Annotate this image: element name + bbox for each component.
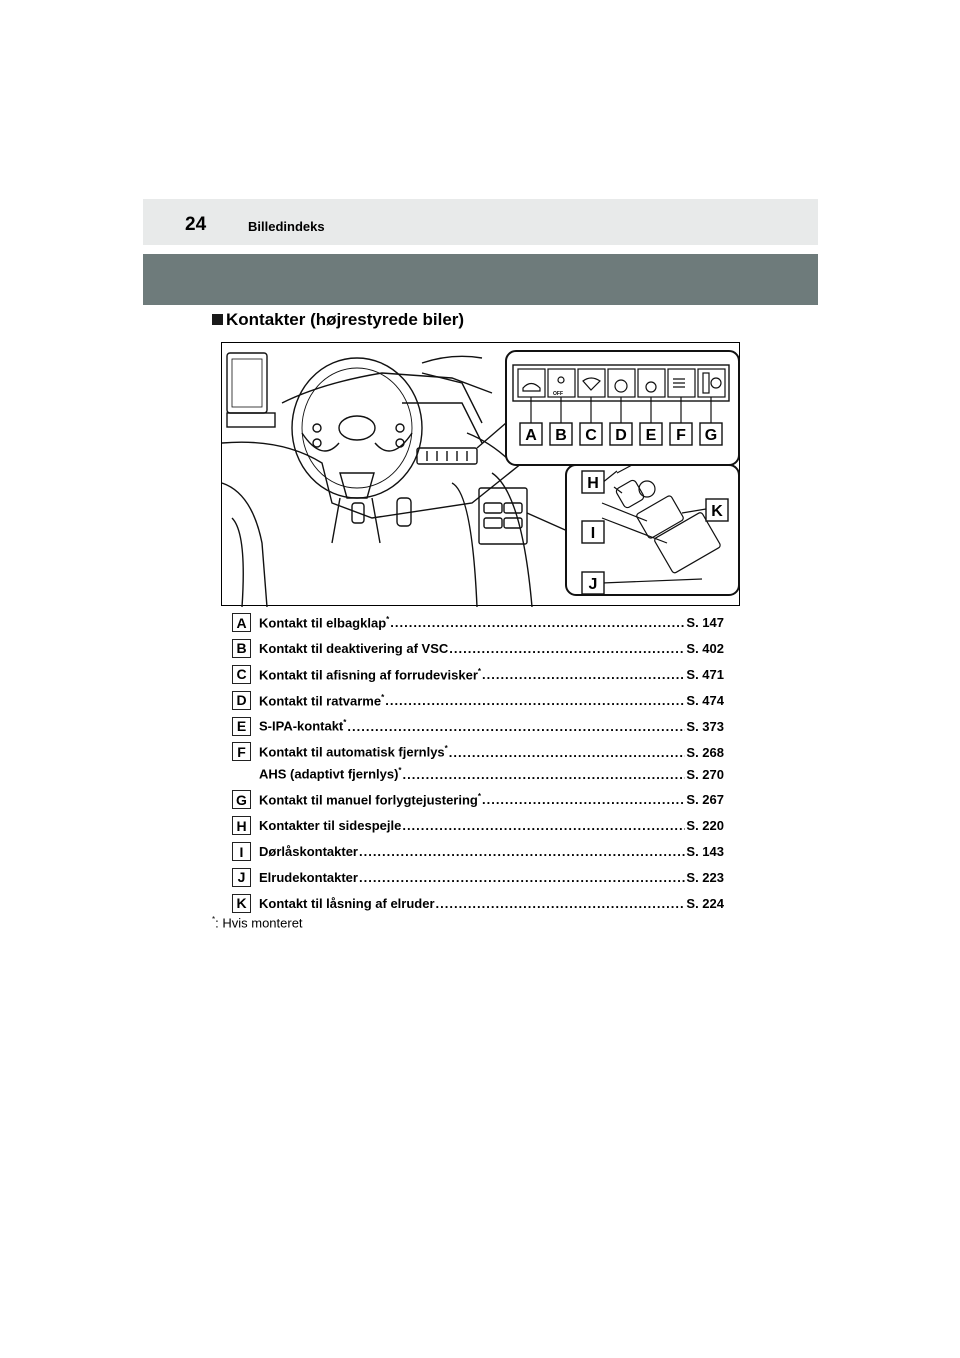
legend-row-b	[232, 638, 724, 659]
callout-j-text: J	[588, 576, 598, 593]
callout-i-text: I	[590, 525, 596, 542]
entry-label: Dørlåskontakter	[259, 844, 358, 860]
page-ref[interactable]: S. 224	[686, 895, 724, 911]
entry-label: Kontakt til deaktivering af VSC	[259, 640, 449, 656]
footnote-text: : Hvis monteret	[215, 915, 303, 931]
entry-j	[259, 870, 724, 885]
page-ref[interactable]: S. 223	[686, 869, 724, 885]
entry-label: Kontakt til elbagklap*	[259, 614, 390, 631]
callout-k-text: K	[711, 503, 723, 520]
page-number: 24	[185, 214, 207, 235]
entry-b	[259, 641, 724, 656]
entry-label: Kontakt til låsning af elruder	[259, 895, 435, 911]
leader-dots	[385, 693, 685, 708]
leader-dots	[436, 896, 686, 911]
legend-row-d	[232, 690, 724, 711]
page-ref[interactable]: S. 147	[686, 615, 724, 631]
asterisk: *	[381, 692, 385, 702]
badge-g: G	[232, 790, 251, 809]
page-ref[interactable]: S. 474	[686, 692, 724, 708]
leader-dots	[347, 719, 685, 734]
page-ref[interactable]: S. 471	[686, 666, 724, 682]
badge-a: A	[232, 613, 251, 632]
callout-i	[582, 521, 604, 543]
legend-row-j	[232, 867, 724, 888]
legend-row-c	[232, 664, 724, 685]
asterisk: *	[444, 744, 448, 754]
square-bullet-icon	[212, 314, 223, 325]
page-ref[interactable]: S. 373	[686, 718, 724, 734]
dashboard-drawing	[222, 343, 741, 607]
leader-dots	[482, 792, 685, 807]
entry-k	[259, 896, 724, 911]
badge-f: F	[232, 742, 251, 761]
callout-h-text: H	[587, 475, 599, 492]
entry-ahs	[259, 766, 724, 781]
leader-dots	[449, 641, 685, 656]
callout-e	[640, 423, 662, 445]
badge-i: I	[232, 842, 251, 861]
callout-b-text: B	[555, 427, 567, 444]
page-ref[interactable]: S. 220	[686, 818, 724, 834]
callout-e-text: E	[645, 427, 657, 444]
switch-legend	[232, 612, 724, 919]
section-band	[143, 254, 818, 305]
badge-j: J	[232, 868, 251, 887]
leader-dots	[402, 818, 685, 833]
leader-dots	[359, 870, 685, 885]
asterisk: *	[398, 766, 402, 776]
asterisk: *	[386, 614, 390, 624]
entry-label: Kontakt til manuel forlygtejustering*	[259, 792, 481, 808]
badge-c: C	[232, 665, 251, 684]
callout-b	[550, 423, 572, 445]
callout-k	[706, 499, 728, 521]
entry-label: Kontakt til ratvarme*	[259, 692, 385, 708]
callout-h	[582, 471, 604, 493]
top-callouts	[520, 423, 722, 445]
footnote	[212, 915, 303, 930]
callout-a	[520, 423, 542, 445]
legend-row-i	[232, 841, 724, 862]
leader-dots	[403, 767, 686, 782]
entry-label: Kontakt til automatisk fjernlys*	[259, 744, 448, 760]
badge-b: B	[232, 639, 251, 658]
legend-row-h	[232, 815, 724, 836]
asterisk: *	[477, 666, 481, 676]
callout-f	[670, 423, 692, 445]
header-title: Billedindeks	[248, 219, 325, 234]
badge-h: H	[232, 816, 251, 835]
page-ref[interactable]: S. 268	[686, 744, 724, 760]
leader-dots	[359, 844, 685, 859]
callout-g	[700, 423, 722, 445]
legend-row-e	[232, 716, 724, 737]
page-ref[interactable]: S. 267	[686, 792, 724, 808]
callout-c	[580, 423, 602, 445]
callout-d-text: D	[615, 427, 627, 444]
leader-dots	[482, 667, 685, 682]
legend-row-g	[232, 789, 724, 810]
callout-c-text: C	[585, 427, 597, 444]
footnote-marker: *	[212, 915, 216, 924]
legend-row-ahs	[232, 763, 724, 784]
section-title	[212, 310, 464, 330]
entry-g	[259, 792, 724, 807]
entry-label: Elrudekontakter	[259, 869, 358, 885]
badge-empty	[232, 764, 251, 783]
entry-label: Kontakt til afisning af forrudevisker*	[259, 666, 481, 682]
callout-f-text: F	[676, 427, 686, 444]
entry-label: Kontakter til sidespejle	[259, 818, 402, 834]
callout-d	[610, 423, 632, 445]
header-bar	[143, 199, 818, 245]
entry-e	[259, 718, 724, 733]
section-title-text: Kontakter (højrestyrede biler)	[226, 310, 465, 329]
legend-row-f	[232, 741, 724, 762]
entry-f	[259, 744, 724, 759]
entry-i	[259, 844, 724, 859]
entry-a	[259, 615, 724, 630]
dashboard-illustration	[221, 342, 740, 606]
entry-label: S-IPA-kontakt*	[259, 718, 347, 734]
badge-d: D	[232, 691, 251, 710]
badge-e: E	[232, 717, 251, 736]
asterisk: *	[477, 792, 481, 802]
page-ref[interactable]: S. 402	[686, 640, 724, 656]
vsc-off-text: OFF	[553, 391, 563, 397]
page-ref[interactable]: S. 143	[686, 844, 724, 860]
entry-d	[259, 693, 724, 708]
callout-a-text: A	[525, 427, 537, 444]
asterisk: *	[343, 718, 347, 728]
legend-row-a	[232, 612, 724, 633]
leader-dots	[449, 745, 686, 760]
entry-label: AHS (adaptivt fjernlys)*	[259, 766, 402, 782]
badge-k: K	[232, 894, 251, 913]
entry-c	[259, 667, 724, 682]
entry-h	[259, 818, 724, 833]
leader-dots	[390, 615, 685, 630]
callout-g-text: G	[704, 427, 718, 444]
page-ref[interactable]: S. 270	[686, 766, 724, 782]
legend-row-k	[232, 893, 724, 914]
callout-j	[582, 572, 604, 594]
